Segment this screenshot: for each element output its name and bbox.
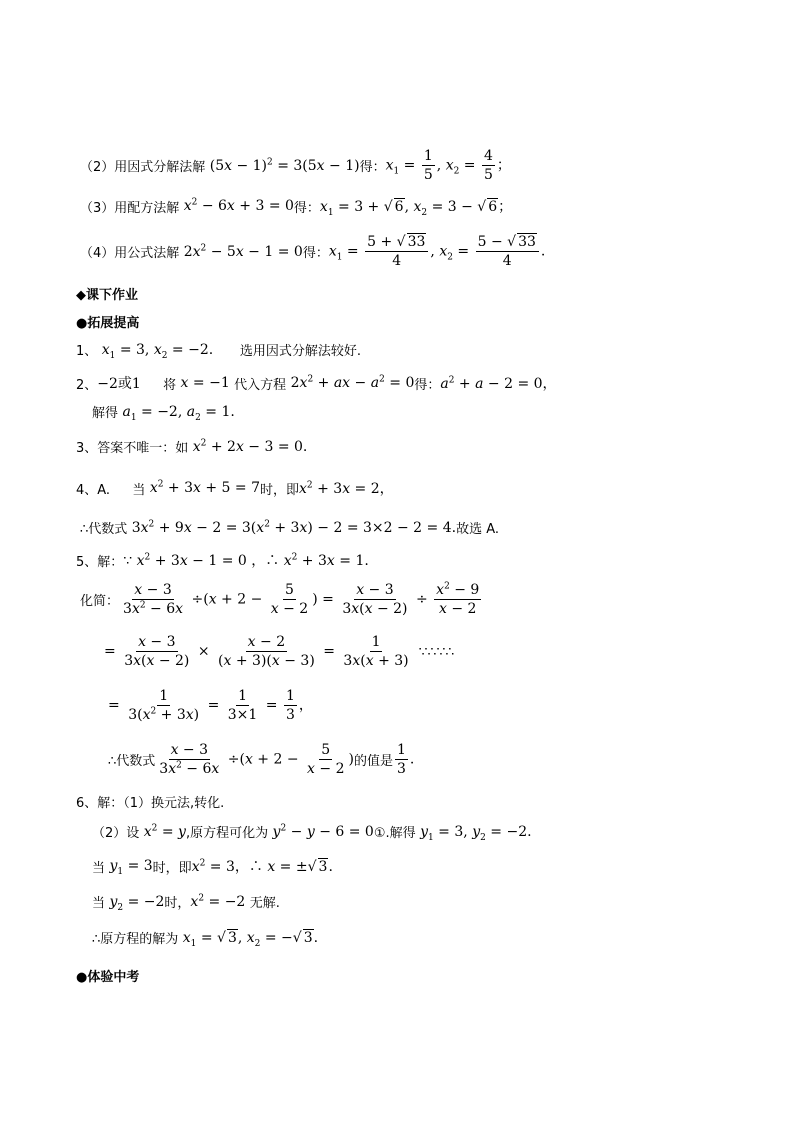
problem-1-number: 1、: [76, 344, 98, 359]
problem-3-number: 3、: [76, 441, 98, 456]
line4-get: 得：: [302, 246, 329, 261]
problem-5-given: ∵ $x^2 + 3x - 1 = 0$ ，∴ $x^2 + 3x = 1$.: [123, 552, 369, 569]
line4-label: （4）用公式法解: [80, 246, 180, 261]
problem-5-step1: $\frac{x - 3}{3x^2 - 6x}$ ÷(x + 2 − $\frac{5}{x - 2}$ ) = $\frac{x - 3}{3x(x - 2)}$ ÷ $\frac{x^2 - 9}{x - 2}$: [123, 581, 480, 617]
problem-1: [76, 340, 361, 359]
problem-2-number: 2、: [76, 377, 98, 393]
problem-2: [76, 373, 557, 393]
problem-2-eq2: $a^2 + a - 2 = 0$，: [440, 375, 557, 392]
problem-6-2a: （2）设: [92, 826, 140, 841]
problem-6-2b: ,原方程可化为: [185, 826, 269, 841]
problem-6-when1a: 当: [92, 860, 106, 876]
problem-6-when2c: 无解.: [249, 896, 280, 911]
problem-5-number: 5、解：: [76, 554, 124, 570]
problem-1-text: 选用因式分解法较好.: [239, 344, 362, 359]
problem-6-conclusion: [92, 928, 318, 947]
problem-5-conc-value: $\frac{1}{3}$ .: [396, 742, 415, 777]
problem-4: [76, 478, 394, 498]
problem-4-text-d: 故选 A.: [456, 522, 500, 537]
problem-6-case2-eq: $x^2 = -2$: [190, 892, 250, 910]
line4-equation: $2x^2 - 5x - 1 = 0$: [179, 242, 303, 260]
problem-6-case1-cond: $y_1 = 3$: [109, 858, 153, 877]
solution-line-3: [80, 196, 512, 216]
problem-4-conclusion: [80, 518, 499, 537]
problem-5: [76, 550, 369, 570]
section-homework: ◆课下作业: [76, 288, 138, 303]
solution-line-4: [80, 234, 545, 269]
problem-6-when2b: 时，: [164, 896, 191, 911]
section-extend: ●拓展提高: [76, 316, 140, 331]
problem-4-eq1: $x^2 + 3x + 5 = 7$: [149, 479, 260, 496]
problem-6-roots: $y_1 = 3$, $y_2 = -2$.: [420, 823, 532, 843]
problem-6-part2: [92, 822, 532, 841]
problem-2-solve-roots: $a_1 = -2$, $a_2 = 1$.: [122, 403, 235, 423]
problem-2-solve-label: 解得: [92, 406, 119, 421]
problem-2-answer: −2或1: [97, 376, 164, 392]
problem-3-eq: $x^2 + 2x - 3 = 0$.: [192, 437, 308, 455]
problem-5-step2-line: [104, 634, 454, 669]
problem-5-simplify: [80, 582, 483, 617]
problem-6-conc: ∴原方程的解为: [92, 932, 179, 947]
line3-equation: $x^2 - 6x + 3 = 0$: [183, 197, 294, 214]
problem-2-text-a: 将: [163, 377, 177, 393]
problem-5-step2: = $\frac{x - 3}{3x(x - 2)}$ × $\frac{x - 2}{(x + 3)(x - 3)}$ = $\frac{1}{3x(x + 3)}$: [104, 634, 409, 669]
problem-2-eq: $2x^2$ + ax − $a^2 = 0$: [286, 374, 415, 391]
problem-6: 6、解：（1）换元法,转化.: [76, 796, 225, 811]
problem-2-solve: [92, 402, 235, 421]
line3-get: 得：: [293, 200, 320, 216]
problem-3: [76, 437, 307, 456]
problem-5-conc-b: 的值是: [353, 754, 393, 769]
problem-2-sub: x = −1: [180, 375, 235, 391]
problem-5-simplify-label: 化简：: [80, 594, 120, 609]
line2-label: （2）用因式分解法解: [80, 160, 206, 175]
problem-4-eq2: $x^2 + 3x = 2$，: [299, 480, 394, 497]
problem-4-text-a: 当: [132, 482, 146, 498]
solution-line-2: [80, 148, 511, 183]
problem-5-step3-line: [108, 688, 313, 723]
line3-label: （3）用配方法解: [80, 200, 180, 216]
problem-3-text: 答案不唯一：如: [97, 441, 189, 456]
line2-roots: $x_1$ = $\frac{1}{5}$ , $x_2$ = $\frac{4}{5}$ ；: [385, 148, 511, 183]
problem-6-final: $x_1$ = √ 3, $x_2$ = −√ 3.: [182, 929, 319, 949]
problem-4-number: 4、A.: [76, 482, 111, 498]
problem-5-step3: = $\frac{1}{3(x^2 + 3x)}$ = $\frac{1}{3\times 1}$ = $\frac{1}{3}$ ，: [108, 688, 313, 723]
line2-equation: $(5x - 1)^2 = 3(5x - 1)$: [205, 156, 360, 174]
line4-roots: $x_1$ = $\frac{5 + √ 33}{4}$ , $x_2$ = $\frac{5 - √ 33}{4}$ .: [328, 234, 546, 269]
problem-2-text-c: 得：: [414, 377, 441, 393]
problem-4-text-c: ∴代数式: [80, 522, 128, 537]
problem-6-case1-result: $x^2 = 3$，∴ x = ±√ 3.: [191, 858, 333, 875]
problem-6-eq: $y^2 - y - 6 = 0$: [272, 822, 374, 840]
problem-6-case2: [92, 892, 280, 911]
problem-5-conc-a: ∴代数式: [108, 754, 156, 769]
problem-5-conclusion: [108, 742, 414, 777]
line2-get: 得：: [359, 160, 386, 175]
problem-5-conc-expr: $\frac{x - 3}{3x^2 - 6x}$ ÷(x + 2 − $\frac{5}{x - 2}$ ): [159, 742, 354, 777]
problem-6-when2a: 当: [92, 896, 106, 911]
line3-roots: $x_1 = 3$ + √ 6, $x_2 = 3$ − √ 6；: [319, 199, 513, 218]
problem-6-sub: $x^2 = y$: [143, 822, 186, 840]
problem-4-text-b: 时，即: [259, 482, 299, 498]
problem-4-eq3: $3x^2 + 9x - 2 = 3(x^2 + 3x) - 2 = 3\times 2 - 2 = 4$.: [127, 518, 457, 536]
problem-6-case1: [92, 856, 333, 876]
problem-6-2c: ①.解得: [373, 826, 416, 841]
problem-6-when1b: 时，即: [152, 860, 192, 876]
problem-1-roots: $x_1 = 3$, $x_2 = -2$.: [101, 341, 240, 361]
problem-2-text-b: 代入方程: [234, 377, 287, 393]
problem-5-dots: ∵∴∵∴: [418, 643, 455, 660]
problem-6-case2-cond: $y_2 = -2$: [109, 893, 165, 913]
section-exam: ●体验中考: [76, 970, 140, 985]
